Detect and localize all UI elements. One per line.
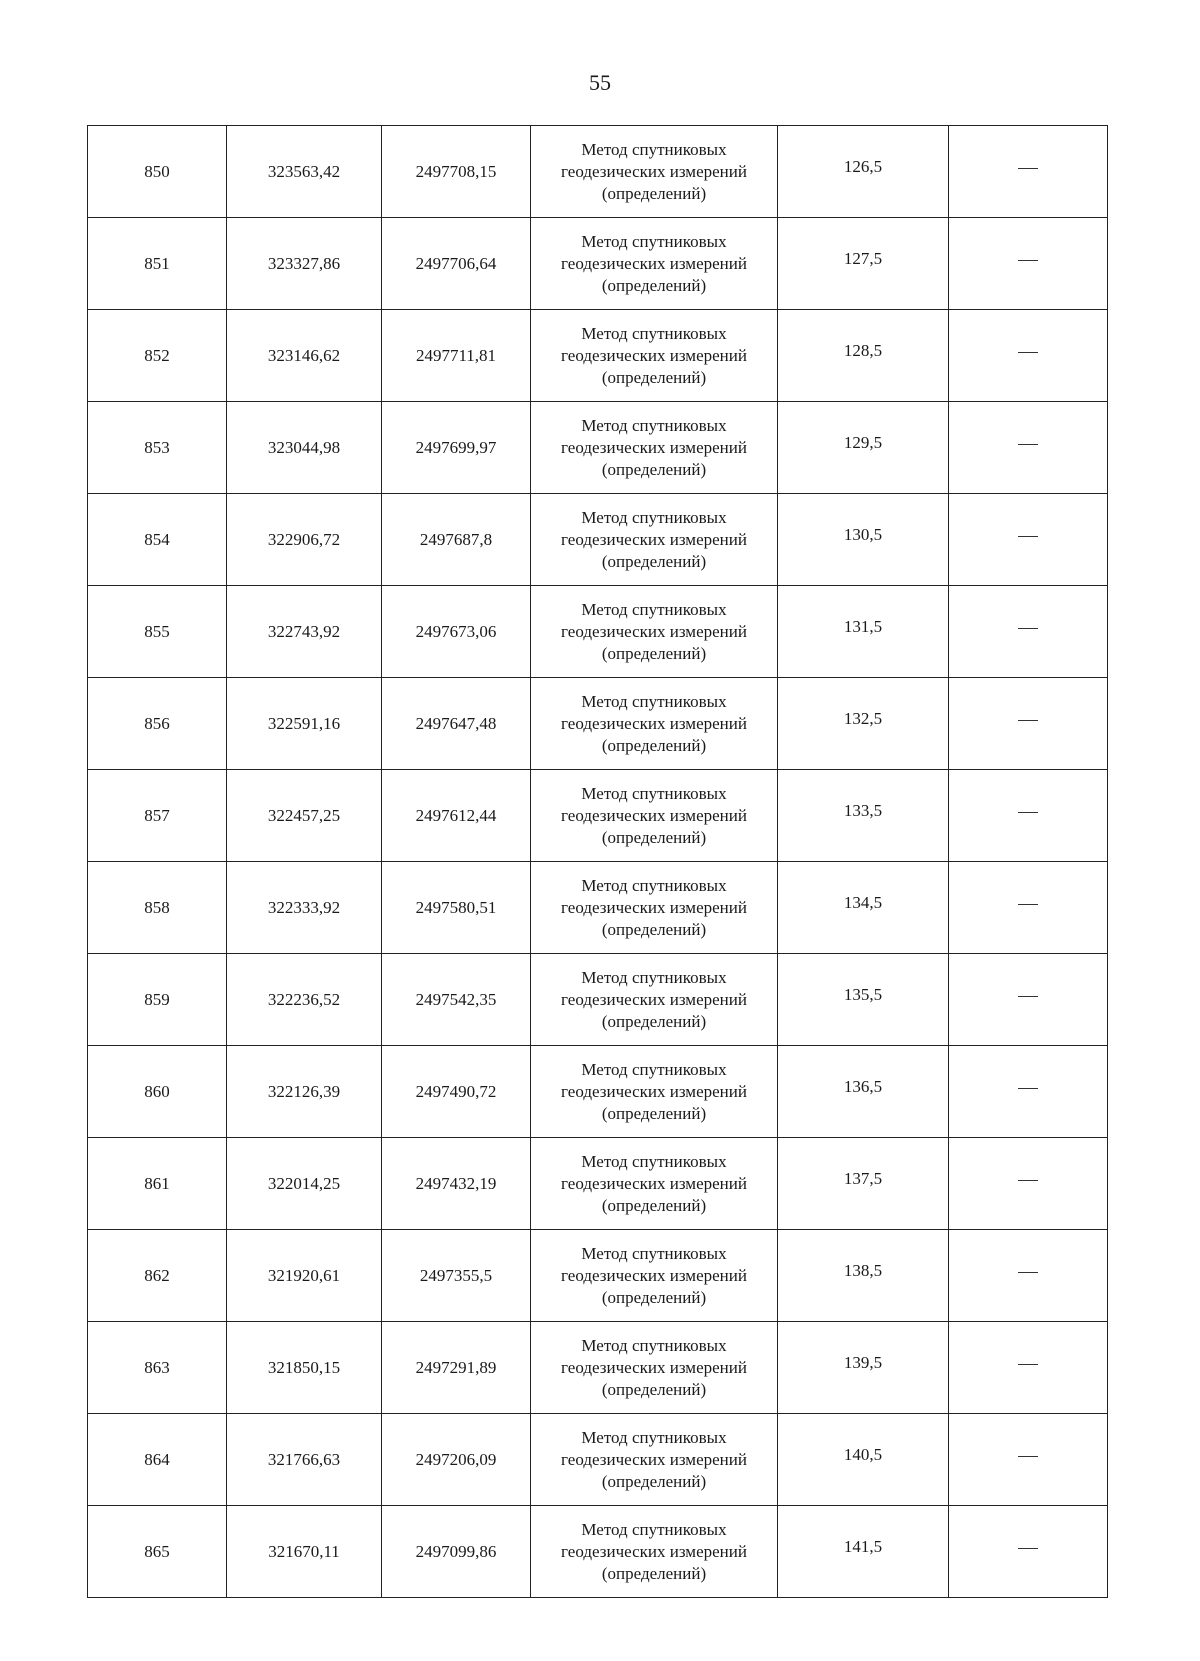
table-row	[88, 126, 1108, 218]
accuracy-cell	[778, 770, 949, 862]
method-line-2: геодезических измерений	[561, 529, 747, 549]
accuracy-cell	[778, 1138, 949, 1230]
x-coordinate-cell: 322126,39	[227, 1046, 382, 1138]
point-number-cell: 852	[88, 310, 227, 402]
method-line-2: геодезических измерений	[561, 989, 747, 1009]
accuracy-value: 131,5	[843, 616, 883, 636]
method-line-2: геодезических измерений	[561, 161, 747, 181]
accuracy-cell	[778, 1322, 949, 1414]
method-line-1: Метод спутниковых	[581, 323, 727, 343]
method-line-3: (определений)	[601, 735, 707, 755]
table-row	[88, 770, 1108, 862]
note-cell	[949, 770, 1108, 862]
point-number-cell: 861	[88, 1138, 227, 1230]
table-row	[88, 1322, 1108, 1414]
method-line-3: (определений)	[601, 1563, 707, 1583]
method-cell	[531, 1230, 778, 1322]
accuracy-value: 128,5	[843, 340, 883, 360]
x-coordinate-cell: 322457,25	[227, 770, 382, 862]
point-number-cell: 858	[88, 862, 227, 954]
dash-mark	[1018, 352, 1038, 353]
note-cell	[949, 1138, 1108, 1230]
dash-mark	[1018, 720, 1038, 721]
note-cell	[949, 1322, 1108, 1414]
table-row	[88, 1230, 1108, 1322]
method-line-3: (определений)	[601, 1379, 707, 1399]
x-coordinate-cell: 322014,25	[227, 1138, 382, 1230]
y-coordinate-cell: 2497580,51	[382, 862, 531, 954]
point-number-cell: 851	[88, 218, 227, 310]
dash-mark	[1018, 812, 1038, 813]
accuracy-value: 130,5	[843, 524, 883, 544]
x-coordinate-cell: 323327,86	[227, 218, 382, 310]
method-line-2: геодезических измерений	[561, 253, 747, 273]
accuracy-value: 133,5	[843, 800, 883, 820]
table-row	[88, 586, 1108, 678]
accuracy-cell	[778, 218, 949, 310]
point-number-cell: 855	[88, 586, 227, 678]
method-line-2: геодезических измерений	[561, 1357, 747, 1377]
method-cell	[531, 1138, 778, 1230]
accuracy-cell	[778, 402, 949, 494]
note-cell	[949, 1506, 1108, 1598]
y-coordinate-cell: 2497711,81	[382, 310, 531, 402]
accuracy-value: 132,5	[843, 708, 883, 728]
method-cell	[531, 494, 778, 586]
x-coordinate-cell: 322743,92	[227, 586, 382, 678]
accuracy-cell	[778, 494, 949, 586]
note-cell	[949, 310, 1108, 402]
method-line-1: Метод спутниковых	[581, 1151, 727, 1171]
method-line-3: (определений)	[601, 459, 707, 479]
dash-mark	[1018, 1456, 1038, 1457]
method-cell	[531, 126, 778, 218]
accuracy-cell	[778, 310, 949, 402]
method-cell	[531, 862, 778, 954]
coordinates-table	[87, 125, 1108, 1598]
note-cell	[949, 494, 1108, 586]
x-coordinate-cell: 323146,62	[227, 310, 382, 402]
note-cell	[949, 862, 1108, 954]
x-coordinate-cell: 323044,98	[227, 402, 382, 494]
point-number-cell: 863	[88, 1322, 227, 1414]
y-coordinate-cell: 2497706,64	[382, 218, 531, 310]
x-coordinate-cell: 322236,52	[227, 954, 382, 1046]
dash-mark	[1018, 1364, 1038, 1365]
accuracy-cell	[778, 126, 949, 218]
method-line-2: геодезических измерений	[561, 1173, 747, 1193]
accuracy-value: 129,5	[843, 432, 883, 452]
accuracy-value: 136,5	[843, 1076, 883, 1096]
accuracy-cell	[778, 954, 949, 1046]
point-number-cell: 859	[88, 954, 227, 1046]
method-line-2: геодезических измерений	[561, 621, 747, 641]
point-number-cell: 850	[88, 126, 227, 218]
table-row	[88, 1506, 1108, 1598]
method-line-1: Метод спутниковых	[581, 507, 727, 527]
method-cell	[531, 586, 778, 678]
table-row	[88, 862, 1108, 954]
point-number-cell: 860	[88, 1046, 227, 1138]
accuracy-value: 135,5	[843, 984, 883, 1004]
y-coordinate-cell: 2497099,86	[382, 1506, 531, 1598]
y-coordinate-cell: 2497673,06	[382, 586, 531, 678]
method-line-1: Метод спутниковых	[581, 415, 727, 435]
method-line-3: (определений)	[601, 275, 707, 295]
note-cell	[949, 1046, 1108, 1138]
x-coordinate-cell: 321850,15	[227, 1322, 382, 1414]
x-coordinate-cell: 322906,72	[227, 494, 382, 586]
accuracy-value: 139,5	[843, 1352, 883, 1372]
point-number-cell: 864	[88, 1414, 227, 1506]
dash-mark	[1018, 1272, 1038, 1273]
dash-mark	[1018, 260, 1038, 261]
accuracy-cell	[778, 678, 949, 770]
x-coordinate-cell: 321670,11	[227, 1506, 382, 1598]
y-coordinate-cell: 2497291,89	[382, 1322, 531, 1414]
method-cell	[531, 310, 778, 402]
y-coordinate-cell: 2497612,44	[382, 770, 531, 862]
method-cell	[531, 1322, 778, 1414]
method-line-1: Метод спутниковых	[581, 875, 727, 895]
method-line-3: (определений)	[601, 1471, 707, 1491]
dash-mark	[1018, 904, 1038, 905]
note-cell	[949, 126, 1108, 218]
note-cell	[949, 1414, 1108, 1506]
accuracy-cell	[778, 1506, 949, 1598]
y-coordinate-cell: 2497542,35	[382, 954, 531, 1046]
table-row	[88, 954, 1108, 1046]
x-coordinate-cell: 322333,92	[227, 862, 382, 954]
table-row	[88, 1046, 1108, 1138]
x-coordinate-cell: 322591,16	[227, 678, 382, 770]
y-coordinate-cell: 2497687,8	[382, 494, 531, 586]
accuracy-value: 137,5	[843, 1168, 883, 1188]
dash-mark	[1018, 1088, 1038, 1089]
point-number-cell: 865	[88, 1506, 227, 1598]
dash-mark	[1018, 168, 1038, 169]
note-cell	[949, 218, 1108, 310]
method-cell	[531, 1414, 778, 1506]
method-line-3: (определений)	[601, 367, 707, 387]
dash-mark	[1018, 1548, 1038, 1549]
method-line-2: геодезических измерений	[561, 805, 747, 825]
y-coordinate-cell: 2497432,19	[382, 1138, 531, 1230]
method-cell	[531, 218, 778, 310]
y-coordinate-cell: 2497490,72	[382, 1046, 531, 1138]
method-cell	[531, 770, 778, 862]
method-line-2: геодезических измерений	[561, 1265, 747, 1285]
y-coordinate-cell: 2497699,97	[382, 402, 531, 494]
method-line-1: Метод спутниковых	[581, 1243, 727, 1263]
accuracy-value: 127,5	[843, 248, 883, 268]
dash-mark	[1018, 996, 1038, 997]
accuracy-cell	[778, 1046, 949, 1138]
y-coordinate-cell: 2497708,15	[382, 126, 531, 218]
method-line-2: геодезических измерений	[561, 897, 747, 917]
dash-mark	[1018, 444, 1038, 445]
note-cell	[949, 402, 1108, 494]
point-number-cell: 854	[88, 494, 227, 586]
method-line-2: геодезических измерений	[561, 437, 747, 457]
method-line-1: Метод спутниковых	[581, 691, 727, 711]
table-row	[88, 1138, 1108, 1230]
page-number: 55	[589, 70, 611, 95]
method-line-2: геодезических измерений	[561, 1081, 747, 1101]
note-cell	[949, 1230, 1108, 1322]
method-line-1: Метод спутниковых	[581, 231, 727, 251]
table-row	[88, 678, 1108, 770]
accuracy-value: 141,5	[843, 1536, 883, 1556]
table-row	[88, 310, 1108, 402]
accuracy-value: 134,5	[843, 892, 883, 912]
y-coordinate-cell: 2497206,09	[382, 1414, 531, 1506]
dash-mark	[1018, 536, 1038, 537]
table-body	[88, 126, 1108, 1598]
method-line-3: (определений)	[601, 1103, 707, 1123]
method-cell	[531, 1046, 778, 1138]
accuracy-cell	[778, 1230, 949, 1322]
x-coordinate-cell: 323563,42	[227, 126, 382, 218]
method-line-2: геодезических измерений	[561, 1541, 747, 1561]
method-line-3: (определений)	[601, 1011, 707, 1031]
x-coordinate-cell: 321920,61	[227, 1230, 382, 1322]
accuracy-value: 140,5	[843, 1444, 883, 1464]
method-line-3: (определений)	[601, 551, 707, 571]
method-cell	[531, 1506, 778, 1598]
method-line-1: Метод спутниковых	[581, 1335, 727, 1355]
accuracy-value: 138,5	[843, 1260, 883, 1280]
point-number-cell: 856	[88, 678, 227, 770]
method-line-3: (определений)	[601, 1195, 707, 1215]
method-line-1: Метод спутниковых	[581, 139, 727, 159]
method-line-3: (определений)	[601, 919, 707, 939]
note-cell	[949, 586, 1108, 678]
table-row	[88, 494, 1108, 586]
accuracy-value: 126,5	[843, 156, 883, 176]
accuracy-cell	[778, 862, 949, 954]
note-cell	[949, 954, 1108, 1046]
method-line-2: геодезических измерений	[561, 345, 747, 365]
method-line-1: Метод спутниковых	[581, 1059, 727, 1079]
method-line-1: Метод спутниковых	[581, 599, 727, 619]
table-row	[88, 218, 1108, 310]
table-row	[88, 1414, 1108, 1506]
dash-mark	[1018, 1180, 1038, 1181]
method-line-3: (определений)	[601, 183, 707, 203]
x-coordinate-cell: 321766,63	[227, 1414, 382, 1506]
method-cell	[531, 678, 778, 770]
method-line-3: (определений)	[601, 1287, 707, 1307]
method-line-2: геодезических измерений	[561, 1449, 747, 1469]
y-coordinate-cell: 2497647,48	[382, 678, 531, 770]
point-number-cell: 853	[88, 402, 227, 494]
method-line-1: Метод спутниковых	[581, 783, 727, 803]
method-line-2: геодезических измерений	[561, 713, 747, 733]
point-number-cell: 862	[88, 1230, 227, 1322]
method-line-1: Метод спутниковых	[581, 1427, 727, 1447]
point-number-cell: 857	[88, 770, 227, 862]
method-line-1: Метод спутниковых	[581, 1519, 727, 1539]
accuracy-cell	[778, 586, 949, 678]
method-cell	[531, 954, 778, 1046]
accuracy-cell	[778, 1414, 949, 1506]
dash-mark	[1018, 628, 1038, 629]
table-row	[88, 402, 1108, 494]
note-cell	[949, 678, 1108, 770]
y-coordinate-cell: 2497355,5	[382, 1230, 531, 1322]
method-line-3: (определений)	[601, 827, 707, 847]
method-line-1: Метод спутниковых	[581, 967, 727, 987]
method-line-3: (определений)	[601, 643, 707, 663]
method-cell	[531, 402, 778, 494]
